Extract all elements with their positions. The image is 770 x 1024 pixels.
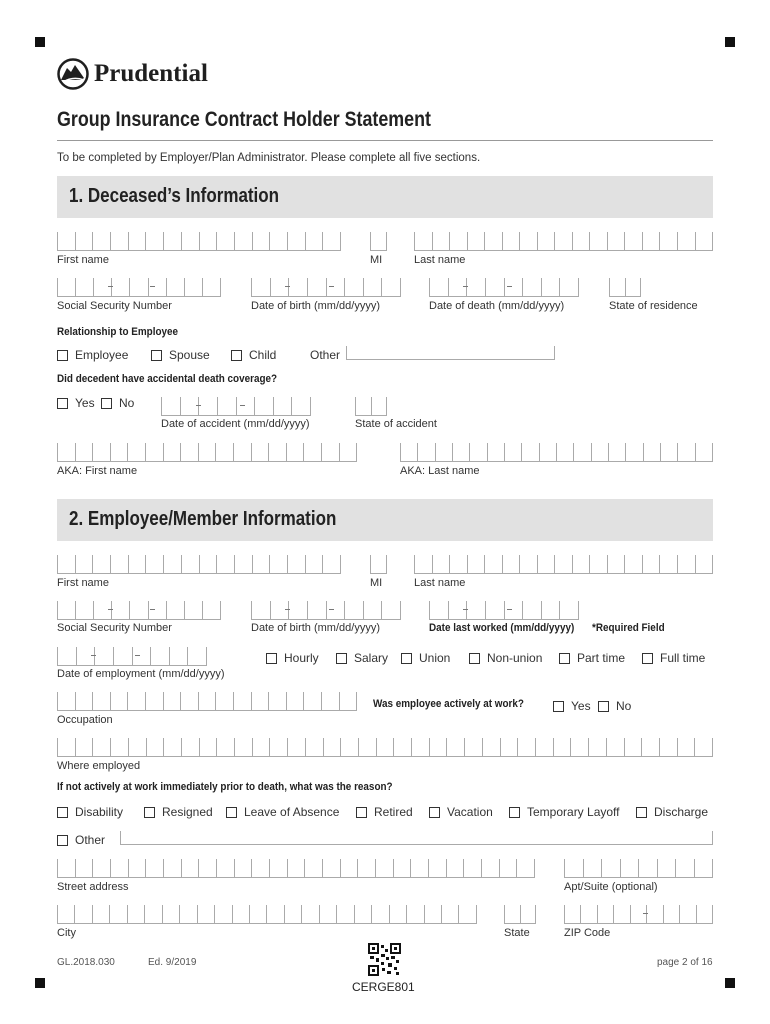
required-field-note: *Required Field [592,622,665,634]
employee-dob-field[interactable] [251,601,401,620]
relationship-spouse-checkbox[interactable]: Spouse [151,348,210,362]
relationship-employee-checkbox[interactable]: Employee [57,348,128,362]
actively-at-work-question: Was employee actively at work? [373,698,524,710]
page-title: Group Insurance Contract Holder Statement [57,108,431,131]
checkbox-icon [57,835,68,846]
accidental-no-checkbox[interactable]: No [101,396,134,410]
reason-heading: If not actively at work immediately prior to death, what was the reason? [57,781,393,793]
reason-temporary-layoff-checkbox[interactable]: Temporary Layoff [509,805,620,819]
date-separator [91,655,96,656]
occupation-field[interactable] [57,692,357,711]
aka-first-name-label: AKA: First name [57,465,138,477]
state-accident-label: State of accident [355,418,437,430]
checkbox-icon [57,398,68,409]
ssn-separator [108,609,113,610]
date-last-worked-field[interactable] [429,601,579,620]
date-accident-field[interactable] [161,397,311,416]
section-1-header: 1. Deceased’s Information [57,176,713,218]
brand-logo [57,58,208,90]
checkbox-icon [559,653,570,664]
deceased-mi-field[interactable] [370,232,387,251]
salary-checkbox[interactable]: Salary [336,651,388,665]
accidental-coverage-heading: Did decedent have accidental death coverage? [57,373,278,385]
dob-label: Date of birth (mm/dd/yyyy) [251,300,380,312]
checkbox-icon [57,807,68,818]
date-separator [135,655,140,656]
first-name-label: First name [57,254,109,266]
state-field[interactable] [504,905,536,924]
intro-text: To be completed by Employer/Plan Administrator. Please complete all five sections. [57,152,481,164]
registration-mark [35,37,45,47]
reason-discharge-checkbox[interactable]: Discharge [636,805,708,819]
reason-vacation-checkbox[interactable]: Vacation [429,805,493,819]
form-id: GL.2018.030 [57,957,115,968]
actively-no-checkbox[interactable]: No [598,699,631,713]
ssn-separator [150,286,155,287]
union-checkbox[interactable]: Union [401,651,450,665]
deceased-dob-field[interactable] [251,278,401,297]
first-name-label: First name [57,577,109,589]
ssn-separator [108,286,113,287]
deceased-state-residence-field[interactable] [609,278,641,297]
relationship-child-checkbox[interactable]: Child [231,348,276,362]
where-employed-field[interactable] [57,738,713,757]
deceased-last-name-field[interactable] [414,232,713,251]
aka-last-name-label: AKA: Last name [400,465,480,477]
date-accident-label: Date of accident (mm/dd/yyyy) [161,418,310,430]
where-employed-label: Where employed [57,760,141,772]
employee-first-name-field[interactable] [57,555,341,574]
checkbox-icon [401,653,412,664]
checkbox-icon [144,807,155,818]
date-separator [329,286,334,287]
checkbox-icon [266,653,277,664]
checkbox-icon [598,701,609,712]
checkbox-icon [226,807,237,818]
registration-mark [725,978,735,988]
ssn-label: Social Security Number [57,300,172,312]
reason-other-field[interactable] [120,831,713,845]
registration-mark [35,978,45,988]
deceased-first-name-field[interactable] [57,232,341,251]
reason-disability-checkbox[interactable]: Disability [57,805,123,819]
date-employment-field[interactable] [57,647,207,666]
aka-first-name-field[interactable] [57,443,357,462]
date-separator [507,609,512,610]
mi-label: MI [370,577,383,589]
checkbox-icon [336,653,347,664]
title-divider [57,140,713,141]
checkbox-icon [642,653,653,664]
state-accident-field[interactable] [355,397,387,416]
checkbox-icon [231,350,242,361]
last-name-label: Last name [414,577,466,589]
checkbox-icon [509,807,520,818]
checkbox-icon [57,350,68,361]
edition: Ed. 9/2019 [148,957,197,968]
reason-resigned-checkbox[interactable]: Resigned [144,805,213,819]
state-label: State [504,927,530,939]
checkbox-icon [101,398,112,409]
aka-last-name-field[interactable] [400,443,713,462]
reason-retired-checkbox[interactable]: Retired [356,805,413,819]
deceased-dod-field[interactable] [429,278,579,297]
hourly-checkbox[interactable]: Hourly [266,651,319,665]
date-separator [507,286,512,287]
relationship-heading: Relationship to Employee [57,326,179,338]
date-separator [240,405,245,406]
brand-name: Prudential [94,60,208,87]
apt-suite-field[interactable] [564,859,713,878]
relationship-other-field[interactable] [346,346,555,360]
checkbox-icon [469,653,480,664]
reason-leave-checkbox[interactable]: Leave of Absence [226,805,339,819]
deceased-ssn-field[interactable] [57,278,221,297]
ssn-separator [150,609,155,610]
street-address-label: Street address [57,881,129,893]
state-residence-label: State of residence [609,300,698,312]
barcode-text: CERGE801 [352,980,415,994]
date-separator [196,405,201,406]
full-time-checkbox[interactable]: Full time [642,651,705,665]
actively-yes-checkbox[interactable]: Yes [553,699,591,713]
city-label: City [57,927,76,939]
occupation-label: Occupation [57,714,113,726]
dob-label: Date of birth (mm/dd/yyyy) [251,622,380,634]
mi-label: MI [370,254,383,266]
checkbox-icon [151,350,162,361]
date-employment-label: Date of employment (mm/dd/yyyy) [57,668,225,680]
date-separator [329,609,334,610]
part-time-checkbox[interactable]: Part time [559,651,625,665]
zip-code-label: ZIP Code [564,927,611,939]
employee-mi-field[interactable] [370,555,387,574]
relationship-other-label: Other [310,348,341,362]
checkbox-icon [553,701,564,712]
date-separator [285,286,290,287]
apt-suite-label: Apt/Suite (optional) [564,881,658,893]
dod-label: Date of death (mm/dd/yyyy) [429,300,565,312]
non-union-checkbox[interactable]: Non-union [469,651,542,665]
employee-last-name-field[interactable] [414,555,713,574]
qr-code-icon [368,943,401,976]
city-field[interactable] [57,905,477,924]
zip-code-field[interactable] [564,905,713,924]
registration-mark [725,37,735,47]
date-last-worked-label: Date last worked (mm/dd/yyyy) [429,622,575,634]
rock-icon [57,58,89,90]
section-2-header: 2. Employee/Member Information [57,499,713,541]
zip-separator [643,913,648,914]
checkbox-icon [356,807,367,818]
accidental-yes-checkbox[interactable]: Yes [57,396,95,410]
checkbox-icon [636,807,647,818]
checkbox-icon [429,807,440,818]
street-address-field[interactable] [57,859,535,878]
employee-ssn-field[interactable] [57,601,221,620]
reason-other-checkbox[interactable]: Other [57,833,105,847]
date-separator [463,286,468,287]
last-name-label: Last name [414,254,466,266]
date-separator [463,609,468,610]
ssn-label: Social Security Number [57,622,172,634]
date-separator [285,609,290,610]
page-number: page 2 of 16 [657,957,713,968]
